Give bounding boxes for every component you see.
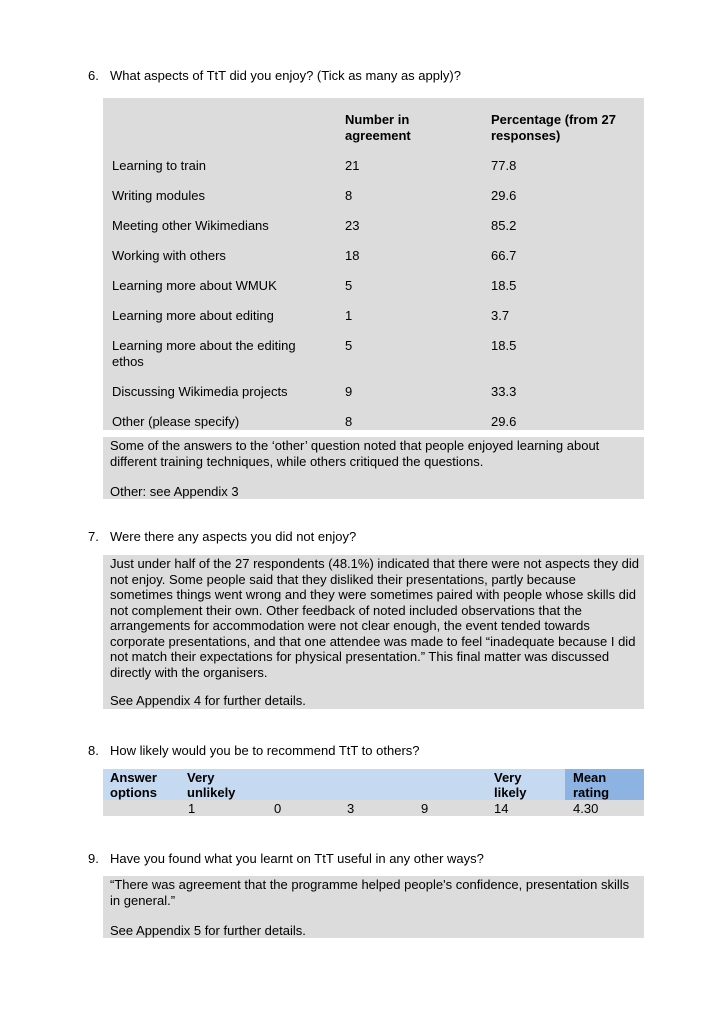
question-number: 7. bbox=[88, 529, 99, 544]
header-very-likely: Very likely bbox=[494, 770, 527, 800]
row-count: 23 bbox=[345, 218, 360, 233]
rating-1-count: 1 bbox=[188, 801, 196, 816]
row-count: 8 bbox=[345, 188, 353, 203]
mean-rating-value: 4.30 bbox=[573, 801, 599, 816]
question-6 bbox=[88, 68, 461, 83]
row-count: 5 bbox=[345, 338, 353, 353]
row-label: Learning more about WMUK bbox=[112, 278, 277, 293]
header-very-unlikely: Very unlikely bbox=[187, 770, 236, 800]
row-label: Learning more about editing bbox=[112, 308, 274, 323]
question-text: Have you found what you learnt on TtT useful in any other ways? bbox=[110, 851, 484, 866]
row-count: 21 bbox=[345, 158, 360, 173]
question-8 bbox=[88, 743, 420, 758]
rating-3-count: 3 bbox=[347, 801, 355, 816]
header-mean-rating: Mean rating bbox=[573, 770, 610, 800]
row-count: 9 bbox=[345, 384, 353, 399]
rating-5-count: 14 bbox=[494, 801, 509, 816]
question-number: 6. bbox=[88, 68, 99, 83]
row-percentage: 3.7 bbox=[491, 308, 510, 323]
question-number: 8. bbox=[88, 743, 99, 758]
appendix-reference: See Appendix 4 for further details. bbox=[110, 693, 306, 708]
rating-2-count: 0 bbox=[274, 801, 282, 816]
recommend-rating-table bbox=[103, 769, 644, 816]
row-label: Other (please specify) bbox=[112, 414, 240, 429]
row-percentage: 85.2 bbox=[491, 218, 517, 233]
question-7 bbox=[88, 529, 356, 544]
aspects-enjoyed-table bbox=[103, 98, 644, 430]
answer-text: Just under half of the 27 respondents (48.1%) indicated that there were not aspects they did not enjoy. Some people said that they disliked their presentations, partly because sometimes things went wrong and they were sometimes paired with people whose skills did not complement their own. Other feedback of noted included observations that the arrangements for accommodation were not clear enough, the event tended towards corporate presentations, and that one attendee was made to feel “inadequate because I did not match their expectations for physical presentation.” This final matter was discussed directly with the organisers. bbox=[110, 556, 639, 680]
column-header-agreement: Number in agreement bbox=[345, 112, 411, 143]
column-header-percentage: Percentage (from 27 responses) bbox=[491, 112, 616, 143]
appendix-reference: See Appendix 5 for further details. bbox=[110, 923, 306, 938]
header-row bbox=[103, 769, 644, 800]
row-percentage: 33.3 bbox=[491, 384, 517, 399]
row-percentage: 77.8 bbox=[491, 158, 517, 173]
question-number: 9. bbox=[88, 851, 99, 866]
row-label: Learning to train bbox=[112, 158, 206, 173]
row-label: Learning more about the editing ethos bbox=[112, 338, 296, 369]
values-row bbox=[103, 800, 644, 816]
row-label: Discussing Wikimedia projects bbox=[112, 384, 288, 399]
row-percentage: 29.6 bbox=[491, 188, 517, 203]
row-count: 5 bbox=[345, 278, 353, 293]
row-count: 18 bbox=[345, 248, 360, 263]
row-percentage: 66.7 bbox=[491, 248, 517, 263]
header-answer-options: Answer options bbox=[110, 770, 157, 800]
row-label: Meeting other Wikimedians bbox=[112, 218, 269, 233]
question-text: How likely would you be to recommend TtT to others? bbox=[110, 743, 420, 758]
did-not-enjoy-answer bbox=[103, 555, 644, 709]
row-count: 1 bbox=[345, 308, 353, 323]
row-label: Working with others bbox=[112, 248, 226, 263]
row-label: Writing modules bbox=[112, 188, 205, 203]
question-text: What aspects of TtT did you enjoy? (Tick as many as apply)? bbox=[110, 68, 461, 83]
row-percentage: 18.5 bbox=[491, 338, 517, 353]
useful-other-ways-answer bbox=[103, 876, 644, 938]
note-text: Some of the answers to the ‘other’ question noted that people enjoyed learning about different training techniques, while others critiqued the questions. bbox=[110, 438, 600, 469]
row-percentage: 18.5 bbox=[491, 278, 517, 293]
other-answers-note bbox=[103, 437, 644, 499]
question-9 bbox=[88, 851, 484, 866]
row-percentage: 29.6 bbox=[491, 414, 517, 429]
answer-text: “There was agreement that the programme helped people's confidence, presentation skills in general.” bbox=[110, 877, 630, 908]
question-text: Were there any aspects you did not enjoy? bbox=[110, 529, 357, 544]
rating-4-count: 9 bbox=[421, 801, 429, 816]
row-count: 8 bbox=[345, 414, 353, 429]
appendix-reference: Other: see Appendix 3 bbox=[110, 484, 239, 499]
